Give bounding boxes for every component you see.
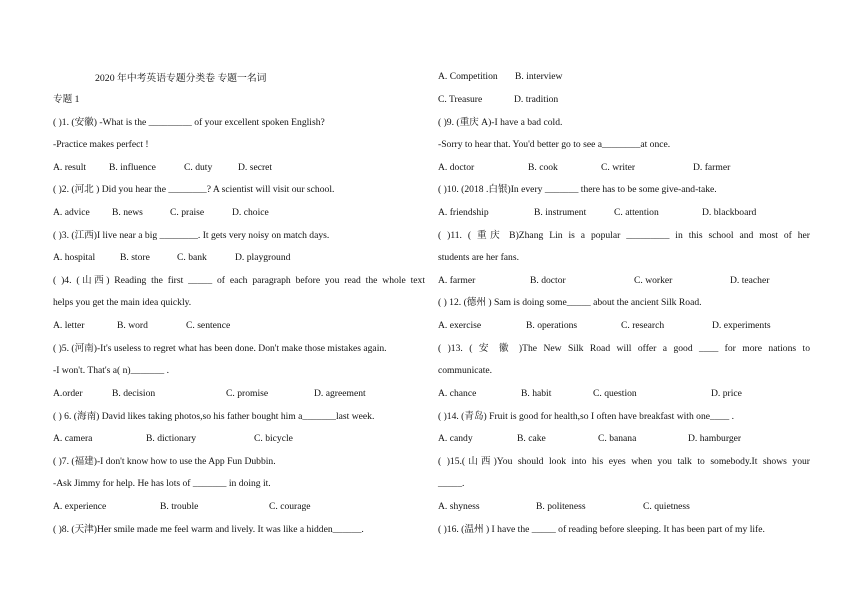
answer-option: B. store bbox=[120, 252, 150, 263]
question-line: ( ) 6. (海南) David likes taking photos,so his father bought him a_______last week. bbox=[53, 411, 375, 422]
answer-option: A. Competition bbox=[438, 71, 498, 82]
question-line: ( )16. (温州 ) I have the _____ of reading before sleeping. It has been part of my life. bbox=[438, 524, 765, 535]
answer-option: C. question bbox=[593, 388, 637, 399]
answer-option: A. farmer bbox=[438, 275, 476, 286]
answer-option: B. dictionary bbox=[146, 433, 197, 444]
answer-option: D. playground bbox=[235, 252, 291, 263]
answer-option: C. promise bbox=[226, 388, 269, 399]
answer-option: A. doctor bbox=[438, 162, 475, 173]
answer-option: B. habit bbox=[521, 388, 552, 399]
answer-option: D. experiments bbox=[712, 320, 771, 331]
question-line: ( )7. (福建)-I don't know how to use the App Fun Dubbin. bbox=[53, 456, 276, 467]
question-line: ( )9. (重庆 A)-I have a bad cold. bbox=[438, 117, 563, 128]
answer-option: B. cook bbox=[528, 162, 558, 173]
answer-option: D. teacher bbox=[730, 275, 770, 286]
answer-option: C. writer bbox=[601, 162, 636, 173]
answer-option: A. experience bbox=[53, 501, 107, 512]
question-line: ( )8. (天津)Her smile made me feel warm and lively. It was like a hidden______. bbox=[53, 524, 364, 535]
question-line: ( )11. ( 重庆 B)Zhang Lin is a popular _________ in this school and most of her bbox=[438, 230, 810, 241]
answer-option: A. exercise bbox=[438, 320, 482, 331]
answer-option: A. candy bbox=[438, 433, 473, 444]
answer-option: C. courage bbox=[269, 501, 311, 512]
answer-option: D. agreement bbox=[314, 388, 366, 399]
answer-option: A. letter bbox=[53, 320, 85, 331]
answer-option: C. praise bbox=[170, 207, 205, 218]
answer-option: B. instrument bbox=[534, 207, 587, 218]
answer-option: D. tradition bbox=[514, 94, 559, 105]
page-title: 2020 年中考英语专题分类卷 专题一名词 bbox=[95, 73, 267, 84]
answer-option: C. bicycle bbox=[254, 433, 293, 444]
answer-option: B. decision bbox=[112, 388, 156, 399]
answer-option: A. result bbox=[53, 162, 87, 173]
question-line: ( )4. (山西) Reading the first _____ of each paragraph before you read the whole text bbox=[53, 275, 425, 286]
question-line: ( ) 12. (德州 ) Sam is doing some_____ about the ancient Silk Road. bbox=[438, 297, 702, 308]
answer-option: B. word bbox=[117, 320, 148, 331]
answer-option: B. influence bbox=[109, 162, 156, 173]
answer-option: C. research bbox=[621, 320, 665, 331]
answer-option: B. politeness bbox=[536, 501, 586, 512]
answer-option: D. price bbox=[711, 388, 742, 399]
question-line: ( )15.(山西)You should look into his eyes when you talk to somebody.It shows your bbox=[438, 456, 810, 467]
answer-option: C. attention bbox=[614, 207, 659, 218]
question-line: helps you get the main idea quickly. bbox=[53, 297, 192, 308]
answer-option: A. advice bbox=[53, 207, 90, 218]
answer-option: D. secret bbox=[238, 162, 273, 173]
question-line: -Ask Jimmy for help. He has lots of _______ in doing it. bbox=[53, 478, 271, 489]
answer-option: A. chance bbox=[438, 388, 477, 399]
answer-option: D. choice bbox=[232, 207, 269, 218]
answer-option: C. Treasure bbox=[438, 94, 483, 105]
answer-option: C. bank bbox=[177, 252, 207, 263]
answer-option: C. worker bbox=[634, 275, 673, 286]
answer-option: C. sentence bbox=[186, 320, 231, 331]
question-line: -Sorry to hear that. You'd better go to see a________at once. bbox=[438, 139, 671, 150]
answer-option: A. friendship bbox=[438, 207, 489, 218]
question-line: communicate. bbox=[438, 365, 493, 376]
question-line: ( )1. (安徽) -What is the _________ of your excellent spoken English? bbox=[53, 117, 325, 128]
answer-option: B. trouble bbox=[160, 501, 199, 512]
answer-option: B. news bbox=[112, 207, 143, 218]
answer-option: A. shyness bbox=[438, 501, 480, 512]
answer-option: C. duty bbox=[184, 162, 213, 173]
answer-option: B. cake bbox=[517, 433, 546, 444]
answer-option: C. banana bbox=[598, 433, 637, 444]
question-line: ( )13. ( 安 徽 )The New Silk Road will offer a good ____ for more nations to bbox=[438, 343, 810, 354]
question-line: -Practice makes perfect ! bbox=[53, 139, 149, 150]
answer-option: D. farmer bbox=[693, 162, 731, 173]
question-line: ( )10. (2018 .白银)In every _______ there has to be some give-and-take. bbox=[438, 184, 717, 195]
answer-option: B. doctor bbox=[530, 275, 566, 286]
answer-option: D. hamburger bbox=[688, 433, 742, 444]
answer-option: B. operations bbox=[526, 320, 578, 331]
question-line: ( )2. (河北 ) Did you hear the ________? A scientist will visit our school. bbox=[53, 184, 335, 195]
section-label: 专题 1 bbox=[53, 94, 80, 105]
answer-option: A.order bbox=[53, 388, 83, 399]
answer-option: D. blackboard bbox=[702, 207, 757, 218]
question-line: students are her fans. bbox=[438, 252, 519, 263]
question-line: _____. bbox=[438, 478, 465, 489]
answer-option: B. interview bbox=[515, 71, 563, 82]
answer-option: A. hospital bbox=[53, 252, 96, 263]
answer-option: C. quietness bbox=[643, 501, 690, 512]
answer-option: A. camera bbox=[53, 433, 93, 444]
question-line: ( )3. (江西)I live near a big ________. It gets very noisy on match days. bbox=[53, 230, 330, 241]
question-line: ( )5. (河南)-It's useless to regret what has been done. Don't make those mistakes again. bbox=[53, 343, 387, 354]
question-line: ( )14. (青岛) Fruit is good for health,so I often have breakfast with one____ . bbox=[438, 411, 735, 422]
question-line: -I won't. That's a( n)_______ . bbox=[53, 365, 169, 376]
